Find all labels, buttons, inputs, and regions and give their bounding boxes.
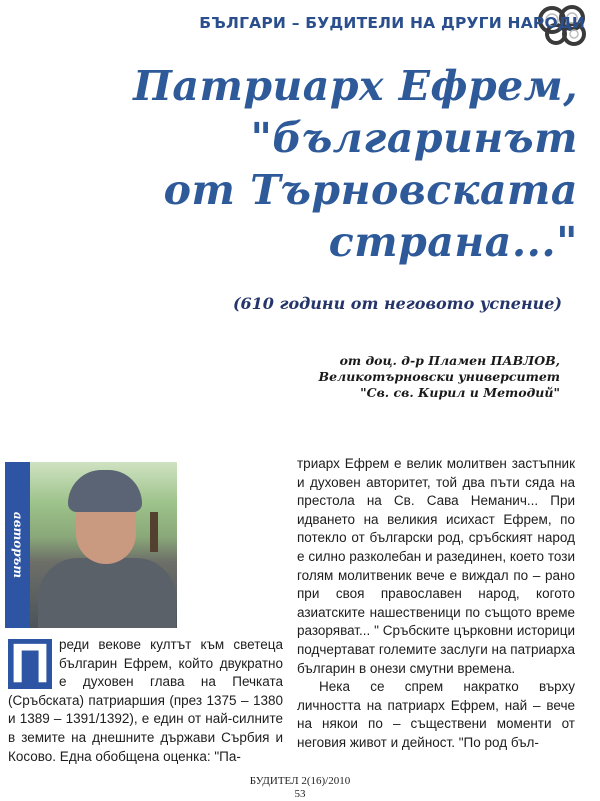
drop-cap-letter: П xyxy=(9,631,51,694)
author-photo xyxy=(30,462,177,628)
body-paragraph-left: реди векове култът към светеца българин Ефрем, който двукратно е духовен глава на Печката (Сръбската) патриаршия (през 1375 – 1380 и 1389 – 1391/1392), е един от най-силните в земите на днешните държави Сърбия и Косово. Една обобщена оценка: "Па- xyxy=(8,637,283,764)
author-label: авторът xyxy=(10,511,25,579)
body-column-left xyxy=(8,631,283,766)
drop-cap xyxy=(8,631,52,694)
article-title xyxy=(58,60,578,268)
photo-shirt xyxy=(38,558,176,628)
author-label-bar xyxy=(5,462,30,628)
body-paragraph-right-1: триарх Ефрем е велик молитвен застъпник и духовен авторитет, той два пъти сяда на престола на Св. Сава Неманич... При идването на великия исихаст Ефрем, по потекло от български род, сръбският народ е силно разколебан и разединен, което този голям молитвеник вече е виждал по – рано при своя православен народ, когото азиатските нашественици по същото време разоряват... " Сръбските църковни историци подчертават големите заслуги на патриарха българин в онези смутни времена. xyxy=(297,456,575,676)
byline-institution: Великотърновски университет xyxy=(318,369,560,384)
photo-hair xyxy=(68,470,142,512)
publication-issue: БУДИТЕЛ 2(16)/2010 xyxy=(249,775,351,787)
author-byline xyxy=(240,353,560,401)
byline-institution-name: "Св. св. Кирил и Методий" xyxy=(360,385,560,400)
body-column-right xyxy=(297,455,575,753)
section-header: БЪЛГАРИ – БУДИТЕЛИ НА ДРУГИ НАРОДИ xyxy=(199,14,585,32)
page-footer xyxy=(0,775,600,801)
tree-trunk xyxy=(150,512,158,552)
page-number: 53 xyxy=(294,788,306,800)
body-paragraph-right-2: Нека се спрем накратко върху личността на патриарх Ефрем, най – вече на някои по – съществени моменти от неговия живот и дейност. "По род бъл- xyxy=(297,679,575,750)
title-line-2: "българинът xyxy=(250,114,578,162)
title-line-3: от Търновската xyxy=(163,166,578,214)
article-subtitle: (610 години от неговото успение) xyxy=(232,294,562,313)
title-line-4: страна..." xyxy=(328,218,578,266)
title-line-1: Патриарх Ефрем, xyxy=(133,62,578,110)
byline-author: от доц. д-р Пламен ПАВЛОВ, xyxy=(339,353,560,368)
